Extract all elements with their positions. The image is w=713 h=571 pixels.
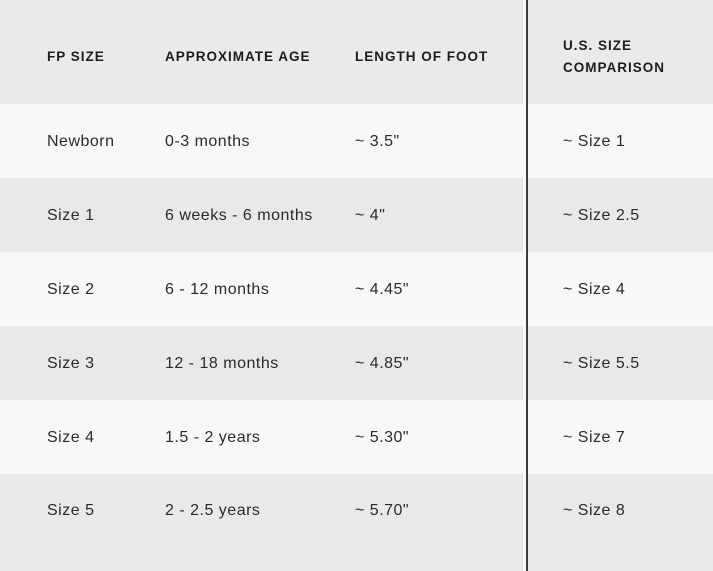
us-size-cell: ~ Size 1 — [563, 132, 626, 150]
foot-length-cell: ~ 4" — [355, 206, 386, 224]
fp-size-cell: Size 3 — [47, 354, 95, 372]
foot-length-cell: ~ 4.45" — [355, 280, 410, 298]
age-cell: 0-3 months — [165, 132, 251, 150]
us-size-cell: ~ Size 5.5 — [563, 354, 640, 372]
table-row — [0, 104, 713, 178]
us-size-cell: ~ Size 4 — [563, 280, 626, 298]
foot-length-cell: ~ 3.5" — [355, 132, 400, 150]
age-cell: 6 weeks - 6 months — [165, 206, 313, 224]
age-cell: 2 - 2.5 years — [165, 502, 261, 519]
column-header-fp-size: FP SIZE — [47, 49, 105, 64]
foot-length-cell: ~ 4.85" — [355, 354, 410, 372]
column-header-approximate-age: APPROXIMATE AGE — [165, 49, 311, 64]
foot-length-cell: ~ 5.70" — [355, 502, 410, 519]
table-row — [0, 400, 713, 474]
fp-size-cell: Newborn — [47, 132, 115, 150]
age-cell: 12 - 18 months — [165, 354, 279, 372]
foot-length-cell: ~ 5.30" — [355, 428, 410, 446]
us-size-cell: ~ Size 7 — [563, 428, 626, 446]
us-size-cell: ~ Size 2.5 — [563, 206, 640, 224]
fp-size-cell: Size 2 — [47, 280, 95, 298]
table-row — [0, 178, 713, 252]
table-row — [0, 474, 713, 571]
fp-size-cell: Size 1 — [47, 206, 95, 224]
us-size-cell: ~ Size 8 — [563, 502, 626, 519]
age-cell: 6 - 12 months — [165, 280, 270, 298]
table-header-row — [0, 0, 713, 104]
age-cell: 1.5 - 2 years — [165, 428, 261, 446]
table-row — [0, 252, 713, 326]
column-header-length-of-foot: LENGTH OF FOOT — [355, 49, 489, 64]
column-divider — [526, 0, 528, 571]
fp-size-cell: Size 5 — [47, 502, 95, 519]
table-row — [0, 326, 713, 400]
fp-size-cell: Size 4 — [47, 428, 95, 446]
column-header-us-size-comparison: U.S. SIZE COMPARISON — [563, 38, 666, 75]
